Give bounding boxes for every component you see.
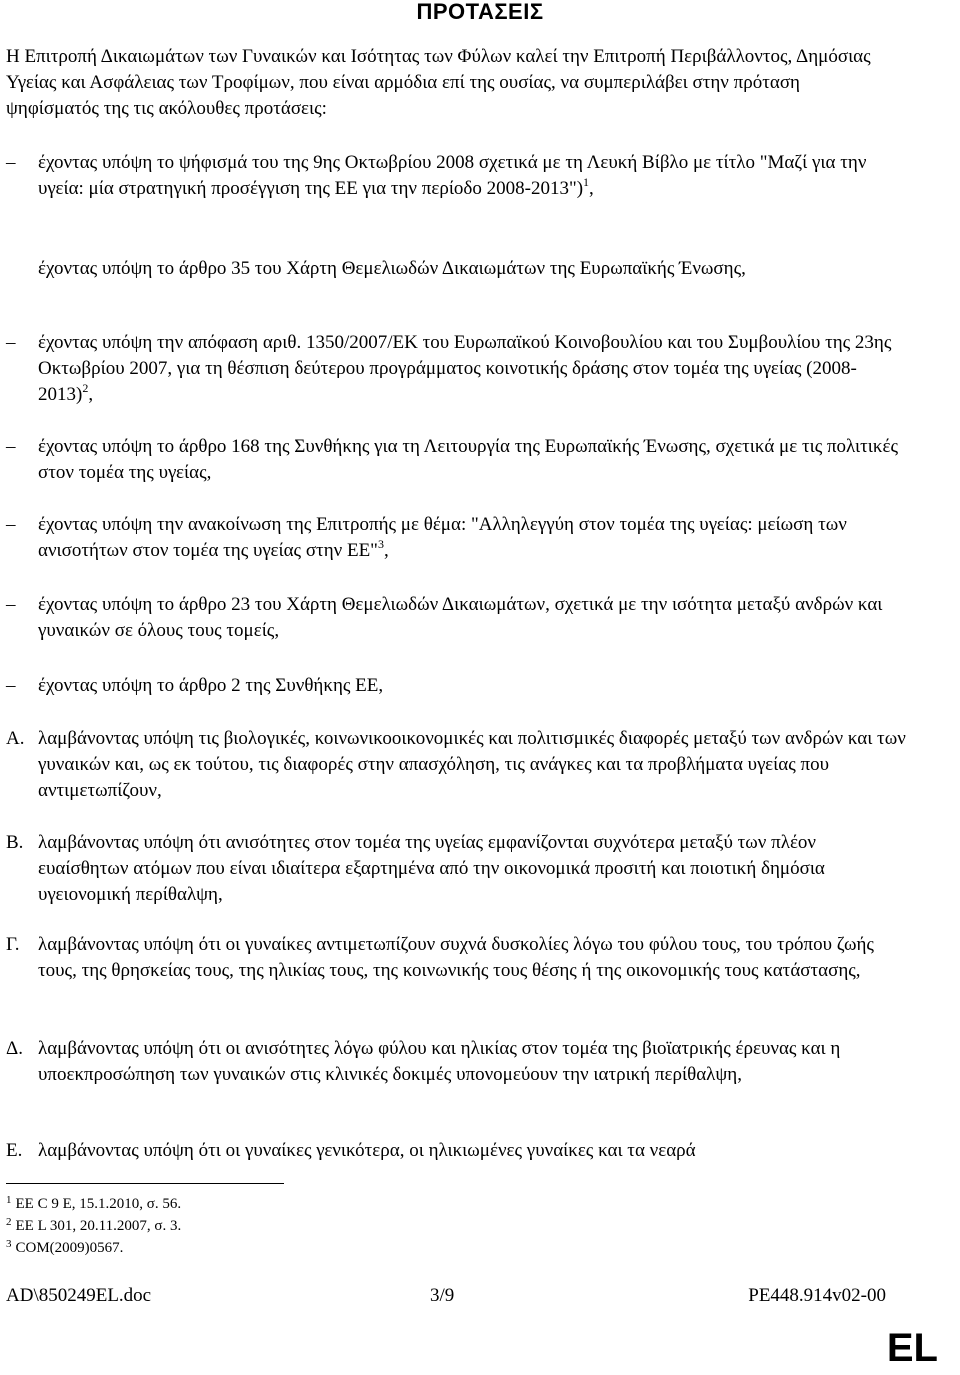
citation-text: έχοντας υπόψη το άρθρο 23 του Χάρτη Θεμελιωδών Δικαιωμάτων, σχετικά με την ισότητα μεταξύ ανδρών και γυναικών σε όλους τους τομείς, [38, 594, 883, 641]
recital-letter: Ε. [6, 1140, 23, 1161]
footnote-ref[interactable]: 1 [583, 174, 590, 189]
footnote-text: ΕΕ C 9 Ε, 15.1.2010, σ. 56. [15, 1196, 182, 1212]
recital-letter: Β. [6, 832, 24, 853]
recital-text: λαμβάνοντας υπόψη ότι οι ανισότητες λόγω φύλου και ηλικίας στον τομέα της βιοϊατρικής έρευνας και η υποεκπροσώπηση των γυναικών στις κλινικές δοκιμές υπονομεύουν την ιατρική περίθαλψη, [38, 1038, 841, 1085]
citation-text: έχοντας υπόψη το άρθρο 168 της Συνθήκης για τη Λειτουργία της Ευρωπαϊκής Ένωσης, σχετικά με τις πολιτικές στον τομέα της υγείας, [38, 436, 898, 483]
recital-text: λαμβάνοντας υπόψη ότι ανισότητες στον τομέα της υγείας εμφανίζονται συχνότερα μεταξύ των πλέον ευαίσθητων ατόμων που είναι ιδιαίτερα εξαρτημένα από την οικονομικά προσιτή και ποιοτική δημόσια υγειονομική περίθαλψη, [38, 832, 825, 905]
footnote-separator [6, 1183, 284, 1184]
recital-text: λαμβάνοντας υπόψη ότι οι γυναίκες γενικότερα, οι ηλικιωμένες γυναίκες και τα νεαρά [38, 1140, 696, 1161]
dash-marker: – [6, 332, 16, 353]
footnote-ref[interactable]: 3 [377, 536, 384, 551]
recital-text: λαμβάνοντας υπόψη ότι οι γυναίκες αντιμετωπίζουν συχνά δυσκολίες λόγω του φύλου τους, του τρόπου ζωής τους, της θρησκείας τους, της ηλικίας τους, της κοινωνικής τους θέσης ή της οικονομικής τους κατάστασης, [38, 934, 874, 981]
language-tag: EL [886, 1326, 938, 1370]
dash-marker: – [6, 514, 16, 535]
recital-letter: Α. [6, 728, 25, 749]
citation-text: έχοντας υπόψη την ανακοίνωση της Επιτροπής με θέμα: "Αλληλεγγύη στον τομέα της υγείας: μείωση των ανισοτήτων στον τομέα της υγείας στην ΕΕ" [38, 514, 847, 561]
footnote [6, 1216, 181, 1237]
footnote-ref[interactable]: 2 [82, 380, 89, 395]
footer-page-number: 3/9 [430, 1285, 455, 1306]
footnote-text: COM(2009)0567. [15, 1240, 124, 1256]
footnote-text: ΕΕ L 301, 20.11.2007, σ. 3. [15, 1218, 182, 1234]
page-title: ΠΡΟΤΑΣΕΙΣ [416, 0, 544, 24]
footer-reference: PE448.914v02-00 [748, 1285, 886, 1306]
recital-letter: Δ. [6, 1038, 23, 1059]
footnote-number: 2 [6, 1216, 12, 1228]
citation-text: έχοντας υπόψη το άρθρο 2 της Συνθήκης ΕΕ, [38, 675, 384, 696]
footnote-number: 3 [6, 1238, 12, 1250]
dash-marker: – [6, 152, 16, 173]
dash-marker: – [6, 675, 16, 696]
recital-text: λαμβάνοντας υπόψη τις βιολογικές, κοινωνικοοικονομικές και πολιτισμικές διαφορές μεταξύ των ανδρών και των γυναικών και, ως εκ τούτου, τις διαφορές στην απασχόληση, τις ανάγκες και τα προβλήματα υγείας που αντιμετωπίζουν, [38, 728, 906, 801]
intro-paragraph: Η Επιτροπή Δικαιωμάτων των Γυναικών και Ισότητας των Φύλων καλεί την Επιτροπή Περιβάλλοντος, Δημόσιας Υγείας και Ασφάλειας των Τροφίμων, που είναι αρμόδια επί της ουσίας, να συμπεριλάβει στην πρόταση ψηφίσματός της τις ακόλουθες προτάσεις: [6, 46, 871, 119]
footnote-number: 1 [6, 1194, 12, 1206]
dash-marker: – [6, 594, 16, 615]
citation-text: έχοντας υπόψη το ψήφισμά του της 9ης Οκτωβρίου 2008 σχετικά με τη Λευκή Βίβλο με τίτλο "Μαζί για την υγεία: μία στρατηγική προσέγγιση της ΕΕ για την περίοδο 2008-2013") [38, 152, 867, 199]
citation-text: έχοντας υπόψη το άρθρο 35 του Χάρτη Θεμελιωδών Δικαιωμάτων της Ευρωπαϊκής Ένωσης, [38, 258, 746, 279]
footnote [6, 1238, 123, 1259]
footnote [6, 1194, 181, 1215]
recital-letter: Γ. [6, 934, 20, 955]
dash-marker: – [6, 436, 16, 457]
footer-filename: AD\850249EL.doc [6, 1285, 152, 1306]
citation-text: έχοντας υπόψη την απόφαση αριθ. 1350/2007/ΕΚ του Ευρωπαϊκού Κοινοβουλίου και του Συμβουλίου της 23ης Οκτωβρίου 2007, για τη θέσπιση δεύτερου προγράμματος κοινοτικής δράσης στον τομέα της υγείας (2008-2013) [38, 332, 892, 405]
